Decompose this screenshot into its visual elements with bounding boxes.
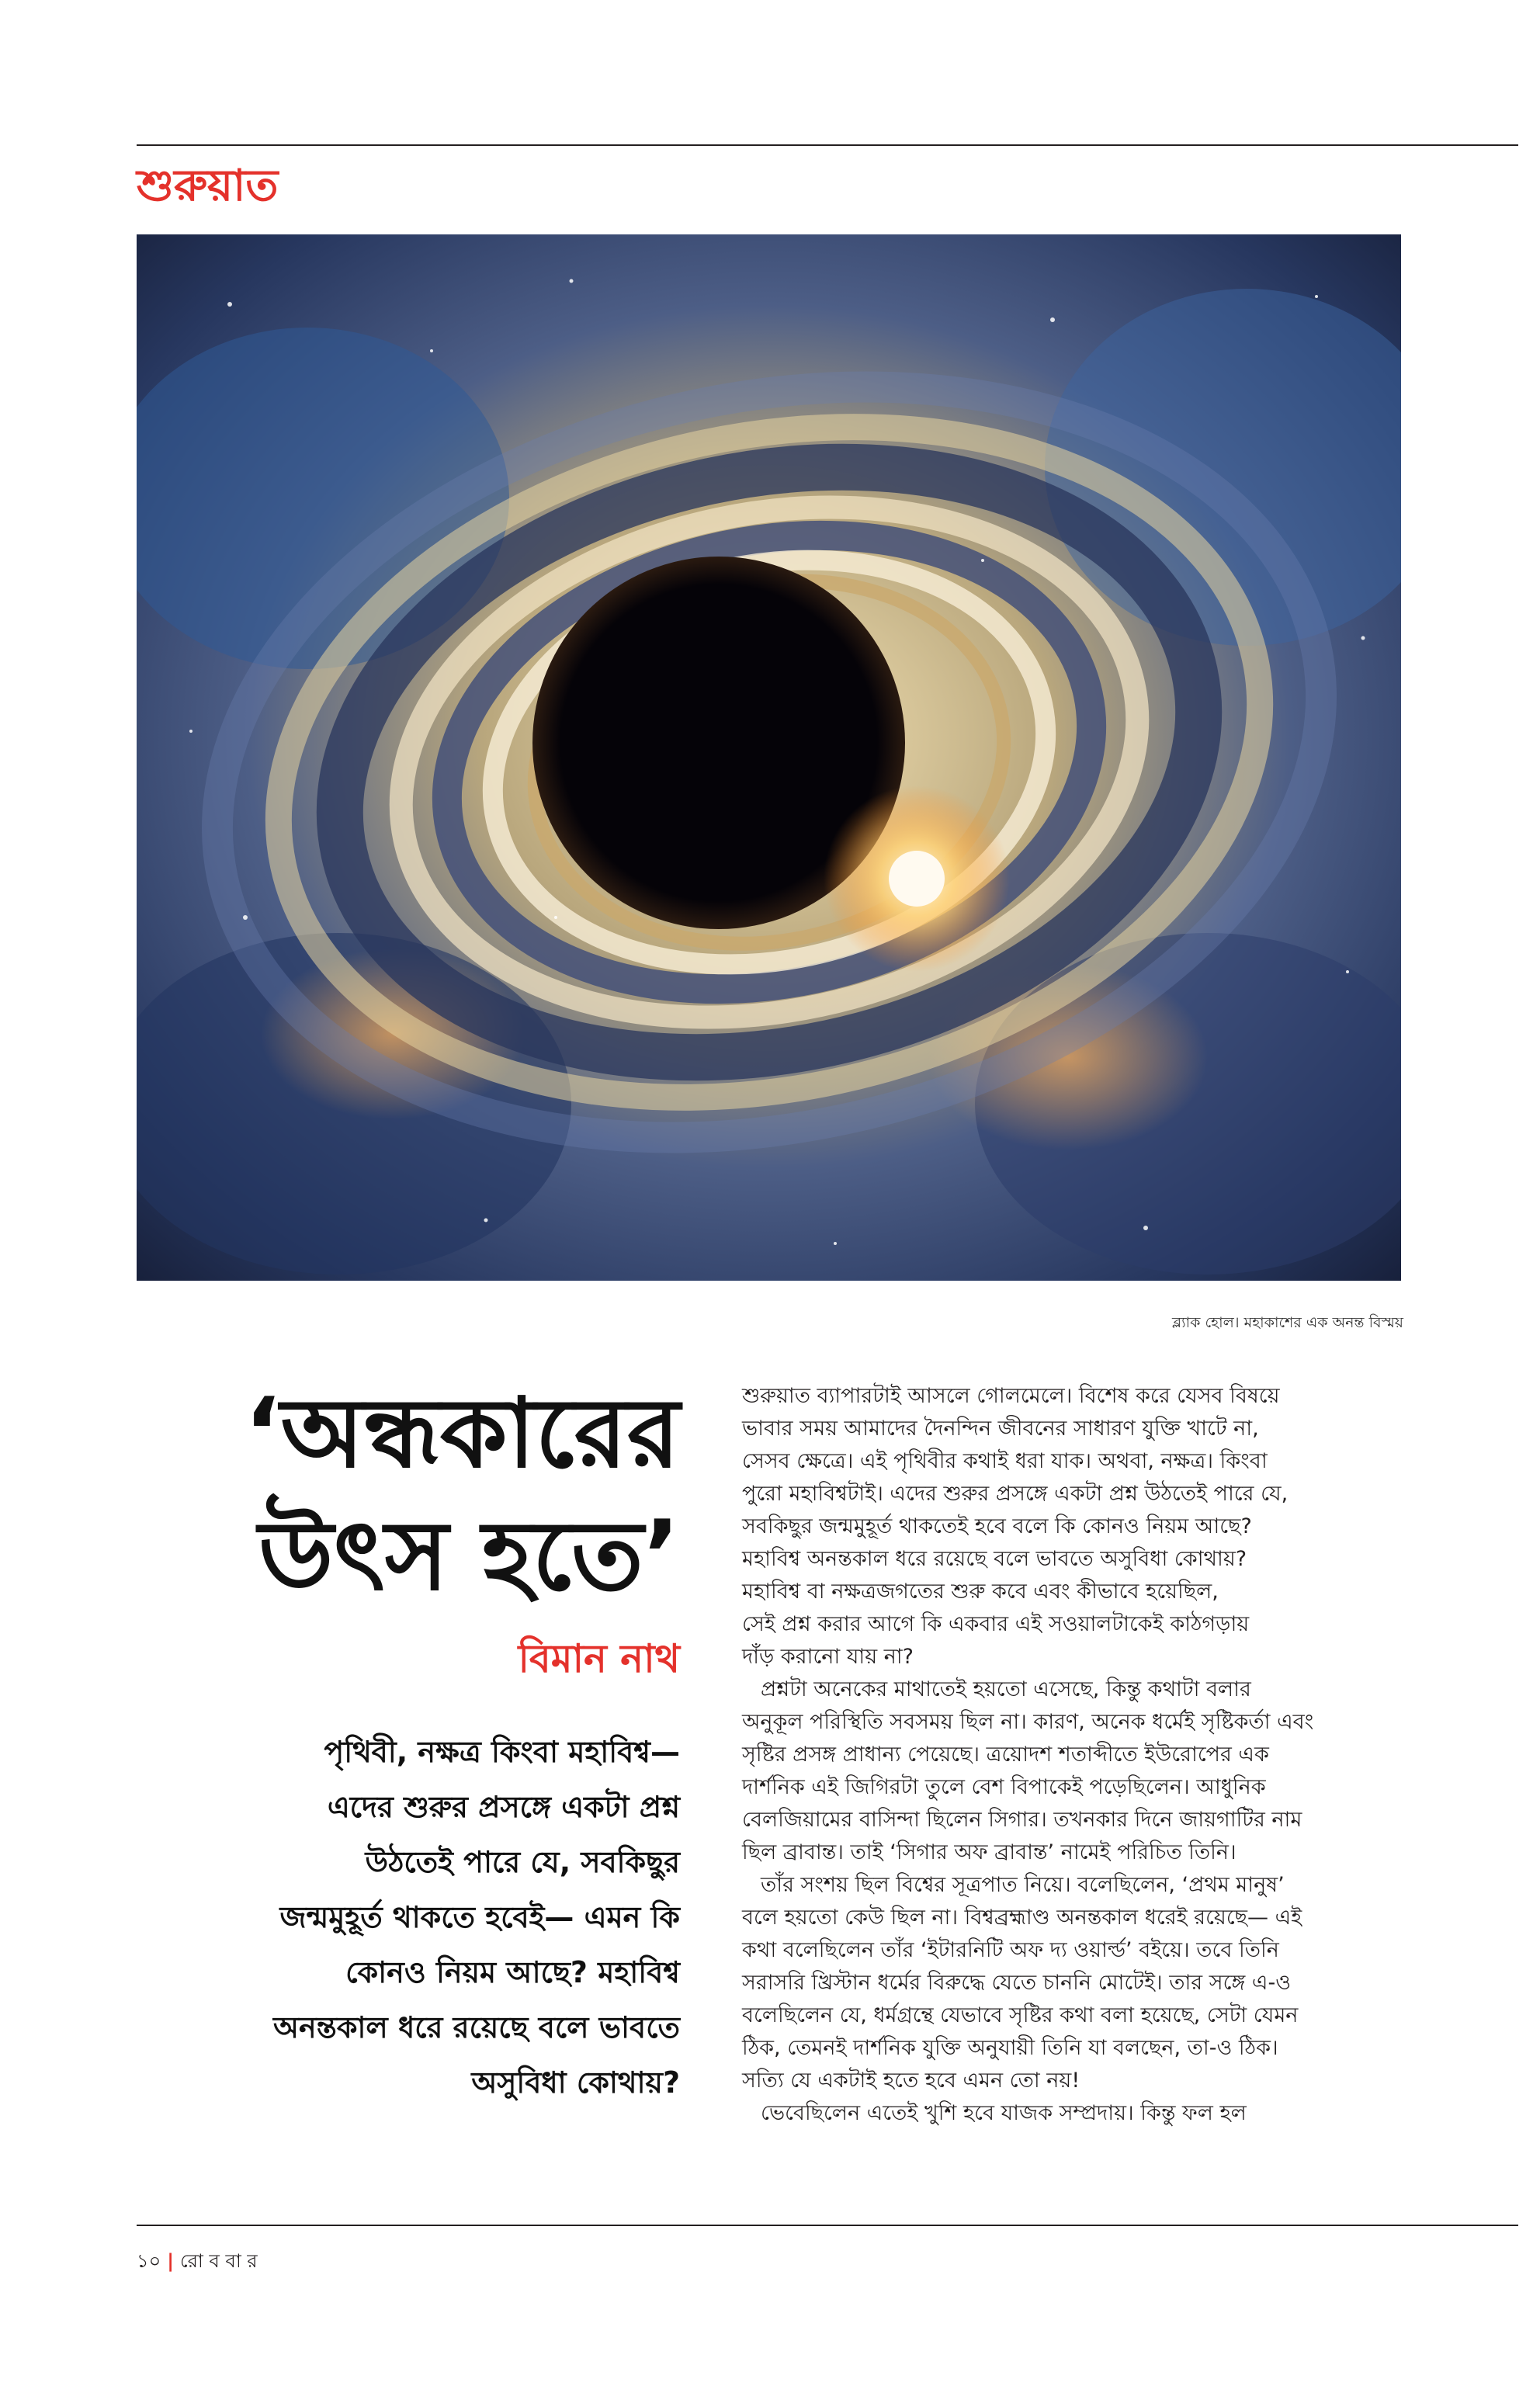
- body-line: সরাসরি খ্রিস্টান ধর্মের বিরুদ্ধে যেতে চাননি মোটেই। তার সঙ্গে এ-ও: [742, 1971, 1292, 1995]
- page-number: ১০: [137, 2250, 161, 2272]
- standfirst-line: পৃথিবী, নক্ষত্র কিংবা মহাবিশ্ব—: [324, 1735, 680, 1769]
- body-line: ছিল ব্রাবান্ত। তাই ‘সিগার অফ ব্রাবান্ত’ নামেই পরিচিত তিনি।: [742, 1840, 1237, 1864]
- body-line: সবকিছুর জন্মমুহূর্ত থাকতেই হবে বলে কি কোনও নিয়ম আছে?: [742, 1514, 1252, 1538]
- body-line: বেলজিয়ামের বাসিন্দা ছিলেন সিগার। তখনকার দিনে জায়গাটির নাম: [742, 1808, 1302, 1832]
- body-line: ভেবেছিলেন এতেই খুশি হবে যাজক সম্প্রদায়। কিন্তু ফল হল: [761, 2101, 1247, 2125]
- author-byline: বিমান নাথ: [518, 1636, 680, 1681]
- standfirst-line: উঠতেই পারে যে, সবকিছুর: [365, 1845, 680, 1879]
- publication-name: রো ব বা র: [179, 2250, 258, 2272]
- standfirst-line: অসুবিধা কোথায়?: [471, 2065, 680, 2100]
- body-line: সেই প্রশ্ন করার আগে কি একবার এই সওয়ালটাকেই কাঠগড়ায়: [742, 1612, 1250, 1636]
- standfirst: [116, 1725, 680, 2110]
- headline-line: ‘অন্ধকারের: [244, 1378, 680, 1490]
- footer-separator: |: [167, 2250, 174, 2272]
- article-headline: [137, 1372, 680, 1618]
- body-line: তাঁর সংশয় ছিল বিশ্বের সূত্রপাত নিয়ে। বলেছিলেন, ‘প্রথম মানুষ’: [761, 1873, 1285, 1897]
- standfirst-line: অনন্তকাল ধরে রয়েছে বলে ভাবতে: [273, 2010, 680, 2044]
- image-caption: ব্ল্যাক হোল। মহাকাশের এক অনন্ত বিস্ময়: [1172, 1314, 1403, 1331]
- black-hole-illustration: [137, 234, 1401, 1281]
- headline-line: উৎস হতে’: [258, 1500, 680, 1612]
- body-line: দাঁড় করানো যায় না?: [742, 1645, 914, 1669]
- body-line: শুরুয়াত ব্যাপারটাই আসলে গোলমেলে। বিশেষ করে যেসব বিষয়ে: [742, 1384, 1280, 1408]
- body-line: বলেছিলেন যে, ধর্মগ্রন্থে যেভাবে সৃষ্টির কথা বলা হয়েছে, সেটা যেমন: [742, 2003, 1299, 2027]
- body-line: কথা বলেছিলেন তাঁর ‘ইটারনিটি অফ দ্য ওয়ার্ল্ড’ বইয়ে। তবে তিনি: [742, 1938, 1279, 1962]
- article-body: [742, 1380, 1441, 2130]
- hero-image: [137, 234, 1401, 1281]
- standfirst-line: জন্মমুহূর্ত থাকতে হবেই— এমন কি: [279, 1900, 680, 1934]
- body-line: প্রশ্নটা অনেকের মাথাতেই হয়তো এসেছে, কিন্তু কথাটা বলার: [761, 1677, 1251, 1701]
- body-line: মহাবিশ্ব অনন্তকাল ধরে রয়েছে বলে ভাবতে অসুবিধা কোথায়?: [742, 1547, 1247, 1571]
- body-line: দার্শনিক এই জিগিরটা তুলে বেশ বিপাকেই পড়েছিলেন। আধুনিক: [742, 1775, 1266, 1799]
- body-line: সৃষ্টির প্রসঙ্গ প্রাধান্য পেয়েছে। ত্রয়োদশ শতাব্দীতে ইউরোপের এক: [742, 1743, 1269, 1767]
- body-line: ভাবার সময় আমাদের দৈনন্দিন জীবনের সাধারণ যুক্তি খাটে না,: [742, 1417, 1259, 1441]
- body-line: সেসব ক্ষেত্রে। এই পৃথিবীর কথাই ধরা যাক। অথবা, নক্ষত্র। কিংবা: [742, 1449, 1268, 1473]
- section-label: শুরুয়াত: [137, 161, 279, 211]
- page-footer: [137, 2247, 258, 2278]
- body-line: অনুকূল পরিস্থিতি সবসময় ছিল না। কারণ, অনেক ধর্মেই সৃষ্টিকর্তা এবং: [742, 1710, 1314, 1734]
- body-line: মহাবিশ্ব বা নক্ষত্রজগতের শুরু কবে এবং কীভাবে হয়েছিল,: [742, 1580, 1219, 1604]
- body-line: ঠিক, তেমনই দার্শনিক যুক্তি অনুযায়ী তিনি যা বলছেন, তা-ও ঠিক।: [742, 2036, 1278, 2060]
- standfirst-line: কোনও নিয়ম আছে? মহাবিশ্ব: [345, 1955, 680, 1989]
- bottom-rule: [137, 2225, 1518, 2226]
- standfirst-line: এদের শুরুর প্রসঙ্গে একটা প্রশ্ন: [327, 1790, 680, 1824]
- top-rule: [137, 144, 1518, 146]
- body-line: পুরো মহাবিশ্বটাই। এদের শুরুর প্রসঙ্গে একটা প্রশ্ন উঠতেই পারে যে,: [742, 1482, 1289, 1506]
- body-line: সত্যি যে একটাই হতে হবে এমন তো নয়!: [742, 2069, 1080, 2093]
- body-line: বলে হয়তো কেউ ছিল না। বিশ্বব্রহ্মাণ্ড অনন্তকাল ধরেই রয়েছে— এই: [742, 1906, 1302, 1930]
